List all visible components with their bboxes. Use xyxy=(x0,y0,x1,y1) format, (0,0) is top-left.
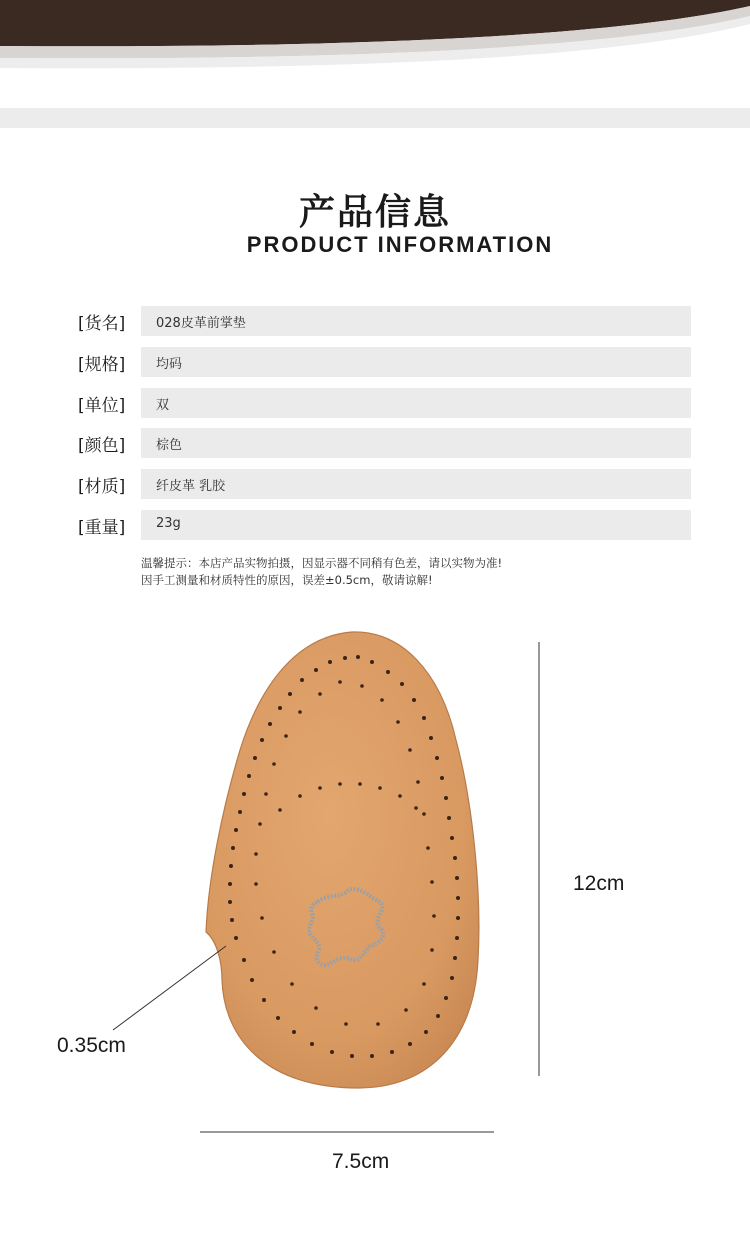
spec-value: 纤皮革 乳胶 xyxy=(156,479,226,494)
top-product-photo xyxy=(0,0,750,108)
spec-cell xyxy=(141,388,691,418)
spec-label: [颜色] xyxy=(78,436,126,456)
section-title-cn: 产品信息 xyxy=(298,192,451,233)
spec-label: [重量] xyxy=(78,518,126,538)
spec-cell xyxy=(141,306,691,336)
spec-cell xyxy=(141,428,691,458)
spec-row-weight xyxy=(0,510,750,540)
spec-value: 23g xyxy=(156,516,181,531)
thickness-label: 0.35cm xyxy=(57,1034,126,1057)
note-line-2: 因手工测量和材质特性的原因，误差±0.5cm，敬请谅解! xyxy=(141,573,433,587)
insole-shape xyxy=(206,632,479,1088)
spec-cell xyxy=(141,510,691,540)
note-line-1: 温馨提示：本店产品实物拍摄，因显示器不同稍有色差，请以实物为准! xyxy=(141,556,503,570)
divider-band xyxy=(0,108,750,128)
spec-label: [材质] xyxy=(78,477,126,497)
spec-label: [货名] xyxy=(78,314,126,334)
thickness-leader-line xyxy=(113,946,226,1030)
spec-row-material xyxy=(0,469,750,499)
spec-value: 028皮革前掌垫 xyxy=(156,316,246,331)
spec-value: 棕色 xyxy=(156,438,183,453)
spec-row-color xyxy=(0,428,750,458)
spec-value: 双 xyxy=(156,398,170,413)
spec-row-name xyxy=(0,306,750,336)
spec-cell xyxy=(141,469,691,499)
spec-label: [规格] xyxy=(78,355,126,375)
spec-row-size xyxy=(0,347,750,377)
spec-row-unit xyxy=(0,388,750,418)
spec-value: 均码 xyxy=(156,357,183,372)
spec-label: [单位] xyxy=(78,396,126,416)
section-title-en: PRODUCT INFORMATION xyxy=(246,232,554,257)
insole-drawing xyxy=(0,600,750,1238)
product-illustration xyxy=(0,600,750,1238)
height-label: 12cm xyxy=(573,872,625,895)
spec-cell xyxy=(141,347,691,377)
width-label: 7.5cm xyxy=(332,1150,390,1173)
